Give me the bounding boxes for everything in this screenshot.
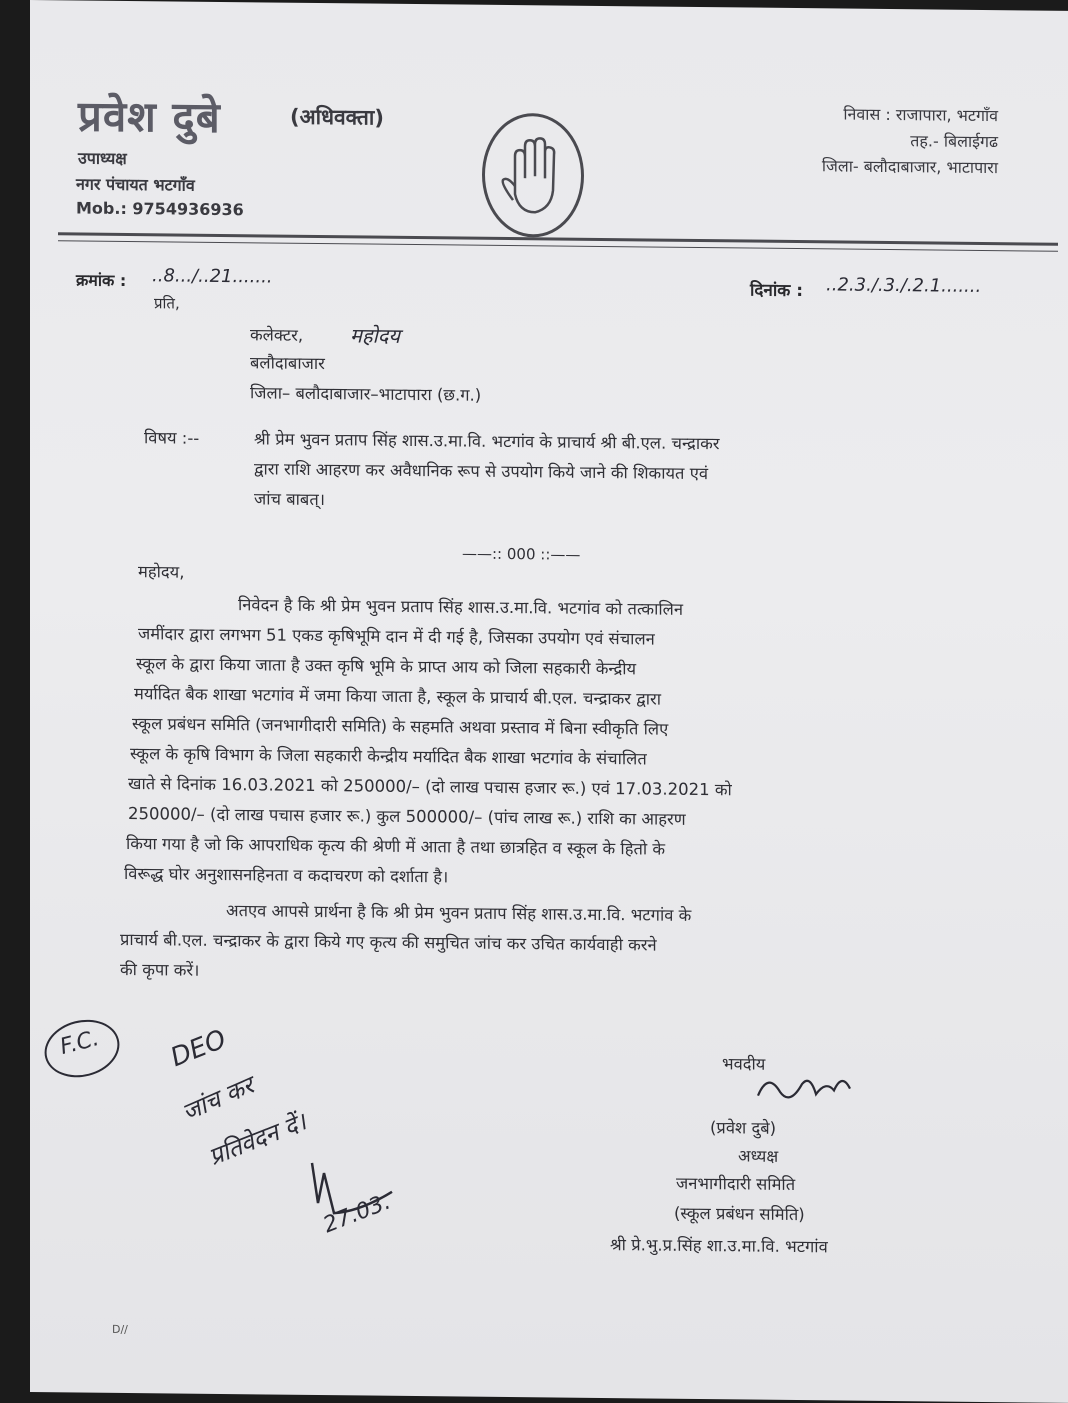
para1-line: स्कूल प्रबंधन समिति (जनभागीदारी समिति) के सहमति अथवा प्रस्ताव में बिना स्वीकृति लिए xyxy=(132,714,669,739)
subject-label: विषय :-- xyxy=(144,428,200,448)
para1-line: खाते से दिनांक 16.03.2021 को 250000/– (दो लाख पचास हजार रू.) एवं 17.03.2021 को xyxy=(128,774,732,800)
para2-line: प्राचार्य बी.एल. चन्द्राकर के द्वारा किये गए कृत्य की समुचित जांच कर उचित कार्यवाही करने xyxy=(120,929,657,955)
address-line3: जिला- बलौदाबाजार, भाटापारा xyxy=(821,156,998,178)
para2-line: की कृपा करें। xyxy=(120,959,200,980)
note-line2: जांच कर xyxy=(177,1071,258,1127)
para2-line: अतएव आपसे प्रार्थना है कि श्री प्रेम भुवन प्रताप सिंह शास.उ.मा.वि. भटगांव के xyxy=(226,901,692,925)
recipient-handwritten: महोदय xyxy=(350,323,400,348)
note-date: 27.03. xyxy=(319,1189,395,1239)
para1-line: स्कूल के द्वारा किया जाता है उक्त कृषि भूमि के प्राप्त आय को जिला सहकारी केन्द्रीय xyxy=(136,654,637,679)
address-line1: निवास : राजापारा, भटगाँव xyxy=(843,104,998,126)
signatory-school: श्री प्रे.भु.प्र.सिंह शा.उ.मा.वि. भटगांव xyxy=(610,1235,828,1257)
prati: प्रति, xyxy=(154,294,180,313)
hand-symbol-icon xyxy=(482,113,584,238)
kramank-label: क्रमांक : xyxy=(76,270,127,291)
note-deo: DEO xyxy=(166,1024,231,1074)
closing: भवदीय xyxy=(722,1054,766,1074)
note-initials xyxy=(300,1143,410,1244)
kramank-value: ..8.../..21....... xyxy=(152,265,273,288)
recipient-line1: कलेक्टर, xyxy=(250,325,304,345)
footer-mark: D// xyxy=(112,1322,128,1337)
signatory-committee-alt: (स्कूल प्रबंधन समिति) xyxy=(674,1203,805,1225)
dinank-label: दिनांक : xyxy=(750,280,804,302)
note-line3: प्रतिवेदन दें। xyxy=(204,1107,311,1172)
letter-page xyxy=(30,0,1068,1403)
sender-qualification: (अधिवक्ता) xyxy=(290,104,384,130)
para1-line: मर्यादित बैक शाखा भटगांव में जमा किया जाता है, स्कूल के प्राचार्य बी.एल. चन्द्राकर द्वारा xyxy=(134,684,662,709)
fc-circle-text: F.C. xyxy=(57,1026,102,1060)
sender-designation: उपाध्यक्ष xyxy=(78,148,127,169)
signatory-role: अध्यक्ष xyxy=(738,1146,779,1166)
signatory-name: (प्रवेश दुबे) xyxy=(710,1118,777,1138)
dinank-value: ..2.3./.3./.2.1....... xyxy=(826,274,982,297)
signatory-committee: जनभागीदारी समिति xyxy=(676,1173,796,1195)
para1-line: निवेदन है कि श्री प्रेम भुवन प्रताप सिंह शास.उ.मा.वि. भटगांव को तत्कालिन xyxy=(238,595,683,619)
recipient-line2: बलौदाबाजार xyxy=(250,353,325,374)
separator: ——:: 000 ::—— xyxy=(462,544,581,564)
para1-line: विरूद्ध घोर अनुशासनहिनता व कदाचरण को दर्शाता है। xyxy=(124,863,449,887)
para1-line: स्कूल के कृषि विभाग के जिला सहकारी केन्द्रीय मर्यादित बैक शाखा भटगांव के संचालित xyxy=(130,744,647,769)
salutation: महोदय, xyxy=(138,562,185,582)
para1-line: 250000/– (दो लाख पचास हजार रू.) कुल 500000/– (पांच लाख रू.) राशि का आहरण xyxy=(128,804,686,829)
sender-office: नगर पंचायत भटगाँव xyxy=(76,174,195,195)
sender-name: प्रवेश दुबे xyxy=(78,91,221,142)
signature xyxy=(750,1066,860,1113)
subject-line2: द्वारा राशि आहरण कर अवैधानिक रूप से उपयोग किये जाने की शिकायत एवं xyxy=(254,459,709,484)
subject-line3: जांच बाबत्। xyxy=(254,489,326,510)
para1-line: किया गया है जो कि आपराधिक कृत्य की श्रेणी में आता है तथा छात्रहित व स्कूल के हितो के xyxy=(126,834,666,859)
subject-line1: श्री प्रेम भुवन प्रताप सिंह शास.उ.मा.वि. भटगांव के प्राचार्य श्री बी.एल. चन्द्राकर xyxy=(254,429,720,454)
recipient-line3: जिला– बलौदाबाजार–भाटापारा (छ.ग.) xyxy=(250,383,482,405)
sender-mobile: Mob.: 9754936936 xyxy=(76,198,244,220)
address-line2: तह.- बिलाईगढ xyxy=(910,131,998,152)
para1-line: जमींदार द्वारा लगभग 51 एकड कृषिभूमि दान में दी गई है, जिसका उपयोग एवं संचालन xyxy=(138,624,655,649)
